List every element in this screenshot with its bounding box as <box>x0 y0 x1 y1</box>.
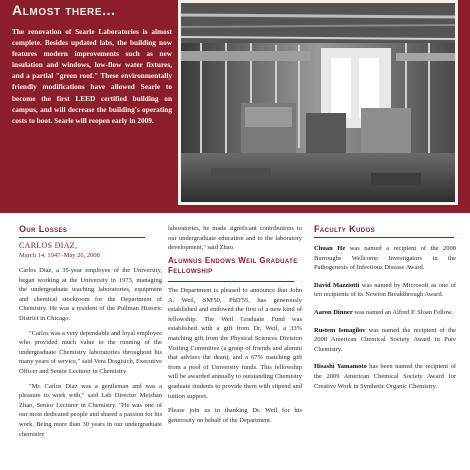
kudo-recipient: Aaron Dinner <box>314 308 353 316</box>
fellowship-paragraph: The Department is pleased to announce that John A. Weil, SM'50, PhD'55, has generously established and endowed the first of a new kind of fellowship. The Weil Graduate Fund was established with a gift from Dr. Weil, a 33% matching gift from the Physical Sciences Division Visiting Committee (a group of friends and alumni that advises the dean), and a 67% matching gift from a pool of University funds. This fellowship will be awarded annually to outstanding Chemistry graduate students to provide them with stipend and tuition support. <box>168 287 302 400</box>
lab-photo <box>178 0 458 205</box>
fellowship-paragraph: Please join us in thanking Dr. Weil for his generosity on behalf of the Department. <box>168 407 302 424</box>
obituary-continuation: laboratories, he made significant contributions to our undergraduate education and to the laboratory development," said Zhao. <box>168 225 302 252</box>
fellowship-heading: Alumnus Endows Weil Graduate Fellowship <box>168 256 298 275</box>
fellowship-text <box>168 286 302 430</box>
feature-title: Almost there... <box>12 2 116 18</box>
kudo-item <box>314 244 456 273</box>
losses-heading: Our Losses <box>19 224 68 234</box>
kudo-recipient: Hisashi Yamamoto <box>314 363 367 371</box>
obituary-name: CARLOS DIAZ, <box>19 241 78 250</box>
obituary-paragraph: "Mr. Carlos Diaz was a gentleman and was a pleasure to work with," said Lab Director Meishan Zhao, Senior Lecturer in Chemistry. "He was one of our most dedicated people and shared a passion for his work. Being more than 30 years in our undergraduate chemistry <box>19 382 162 438</box>
fellowship-rule <box>168 281 294 282</box>
kudos-rule <box>314 237 454 238</box>
kudos-list <box>314 244 456 396</box>
kudo-recipient: David Mazziotti <box>314 281 360 289</box>
kudo-description: was named the recipient of the 2008 American Chemical Society Award in Pure Chemistry. <box>314 326 457 353</box>
renovated-lab-image <box>181 3 455 202</box>
losses-rule <box>19 237 145 238</box>
kudo-description: was named an Alfred P. Sloan Fellow. <box>352 308 453 316</box>
kudo-item <box>314 362 456 391</box>
obituary-paragraph: "Carlos was a very dependable and loyal employee who provided much value to the running of the undergraduate Chemistry laboratories throughout his many years of service," said Vera Dragisich, Executive Officer and Senior Lecturer in Chemistry. <box>19 329 162 375</box>
kudo-item <box>314 326 456 355</box>
kudo-description: was named a recipient of the 2008 Burroughs Wellcome Investigators in the Pathogenesis of Infectious Disease Award. <box>314 245 456 272</box>
kudo-item <box>314 308 456 318</box>
kudo-description: has been named the recipient of the 2009 American Chemical Society Award for Creative Work in Synthetic Organic Chemistry. <box>314 363 456 390</box>
obituary-dates: March 14, 1947–May 26, 2008 <box>19 252 100 259</box>
kudo-item <box>314 281 456 300</box>
kudo-recipient: Rustem Ismagilov <box>314 326 366 334</box>
kudo-description: was named by Microsoft as one of ten recipients of its Newton Breakthrough Award. <box>314 281 456 299</box>
obituary-text <box>19 266 162 444</box>
obituary-paragraph: Carlos Diaz, a 35-year employee of the University, began working at the University in 1973, managing the undergraduate teaching laboratories, equipment and chemical stockroom for the Department of Chemistry. He was a resident of the Pullman Historic District in Chicago. <box>19 267 162 322</box>
kudo-recipient: Chuan He <box>314 245 346 252</box>
feature-body: The renovation of Searle Laboratories is almost complete. Besides updated labs, the building now features modern improvements such as new insulation and windows, low-flow water fixtures, and a partial "green roof." These environmentally friendly modifications have allowed Searle to become the first LEED certified building on campus, and will decrease the building's operating costs to boot. Searle will reopen early in 2009. <box>12 27 172 125</box>
kudos-heading: Faculty Kudos <box>314 224 375 234</box>
